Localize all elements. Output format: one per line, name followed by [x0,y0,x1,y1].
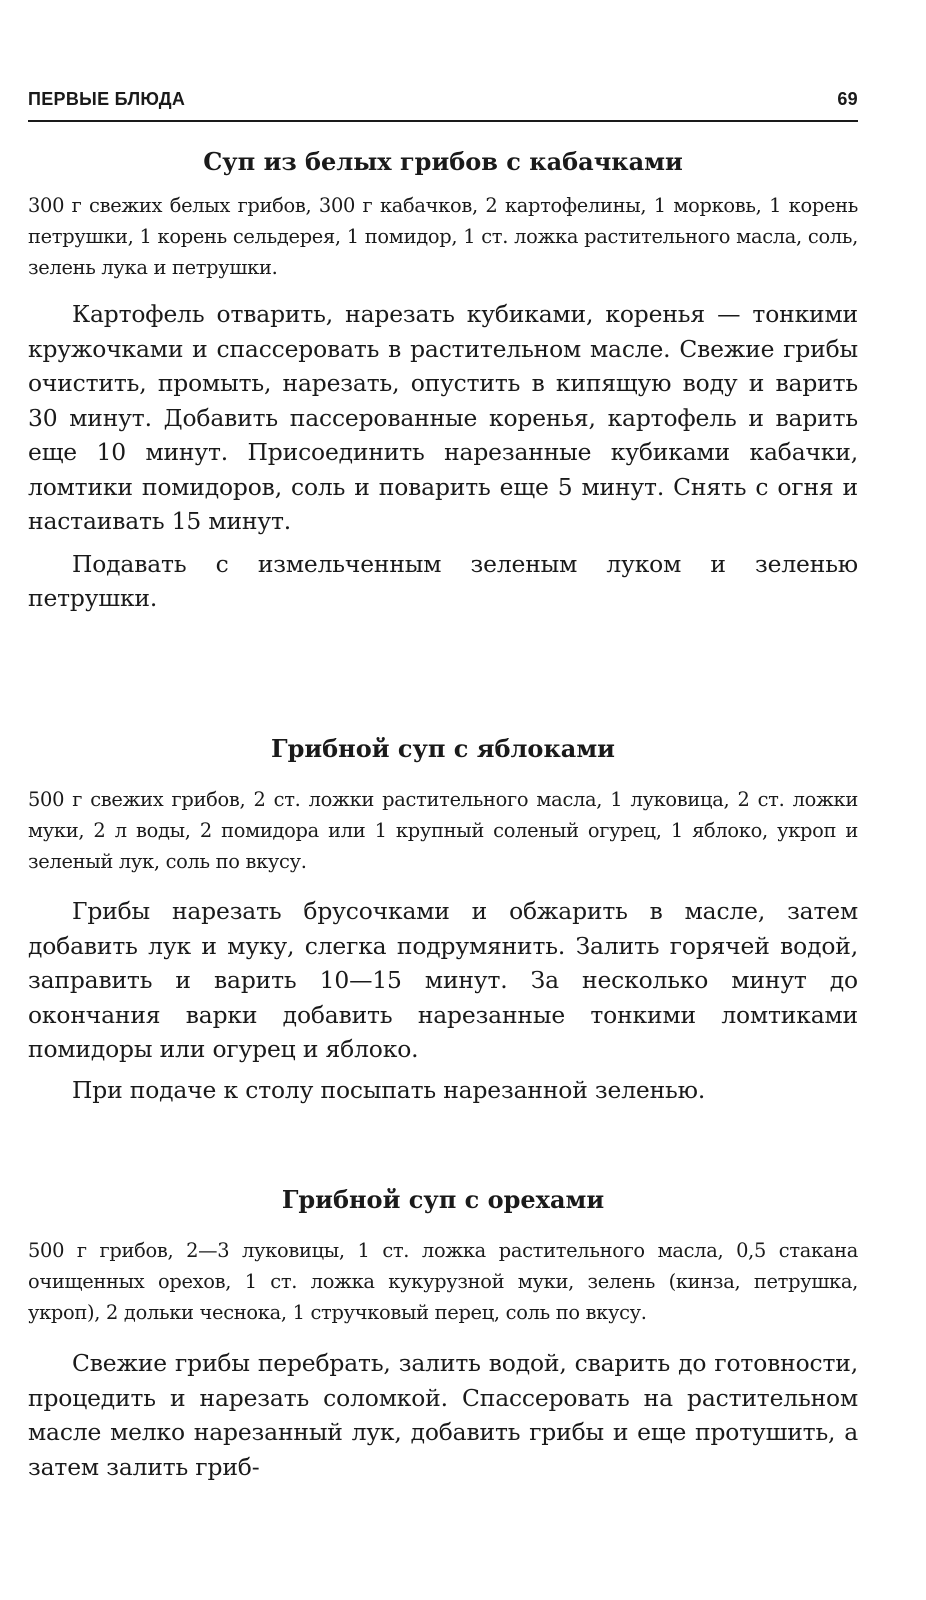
section-title: ПЕРВЫЕ БЛЮДА [28,88,186,109]
recipe-title: Грибной суп с яблоками [271,734,615,763]
header-rule [28,120,858,122]
recipe-serving-note: При подаче к столу посыпать нарезанной зеленью. [72,1075,706,1104]
recipe-ingredients: 500 г грибов, 2—3 луковицы, 1 ст. ложка растительного масла, 0,5 стакана очищенных орехов, 1 ст. ложка кукурузной муки, зелень (кинза, петрушка, укроп), 2 дольки чеснока, 1 стручковый перец, соль по вкусу. [28,1239,858,1324]
recipe-serving-note: Подавать с измельченным зеленым луком и зеленью петрушки. [28,549,858,612]
book-page [28,0,858,1600]
recipe-title: Суп из белых грибов с кабачками [203,147,683,176]
page-number: 69 [837,88,858,109]
recipe-ingredients: 300 г свежих белых грибов, 300 г кабачков, 2 картофелины, 1 морковь, 1 корень петрушки, 1 корень сельдерея, 1 помидор, 1 ст. ложка растительного масла, соль, зелень лука и петрушки. [28,194,858,279]
recipe-ingredients: 500 г свежих грибов, 2 ст. ложки растительного масла, 1 луковица, 2 ст. ложки муки, 2 л воды, 2 помидора или 1 крупный соленый огурец, 1 яблоко, укроп и зеленый лук, соль по вкусу. [28,788,858,873]
recipe-instructions: Картофель отварить, нарезать кубиками, коренья — тонкими кружочками и спассеровать в растительном масле. Свежие грибы очистить, промыть, нарезать, опустить в кипящую воду и варить 30 минут. Добавить пассерованные коренья, картофель и варить еще 10 минут. Присоединить нарезанные кубиками кабачки, ломтики помидоров, соль и поварить еще 5 минут. Снять с огня и настаивать 15 минут. [28,300,858,535]
recipe-instructions: Грибы нарезать брусочками и обжарить в масле, затем добавить лук и муку, слегка подрумянить. Залить горячей водой, заправить и варить 10—15 минут. За несколько минут до окончания варки добавить нарезанные тонкими ломтиками помидоры или огурец и яблоко. [28,897,858,1063]
recipe-title: Грибной суп с орехами [281,1185,605,1214]
recipe-mushroom-apple-soup [28,733,858,1107]
recipe-mushroom-nut-soup [28,1184,858,1484]
recipe-instructions: Свежие грибы перебрать, залить водой, сварить до готовности, процедить и нарезать соломкой. Спассеровать на растительном масле мелко нарезанный лук, добавить грибы и еще протушить, а затем залить гриб- [28,1349,858,1481]
running-head [28,84,858,114]
recipe-mushroom-zucchini-soup [28,146,858,616]
